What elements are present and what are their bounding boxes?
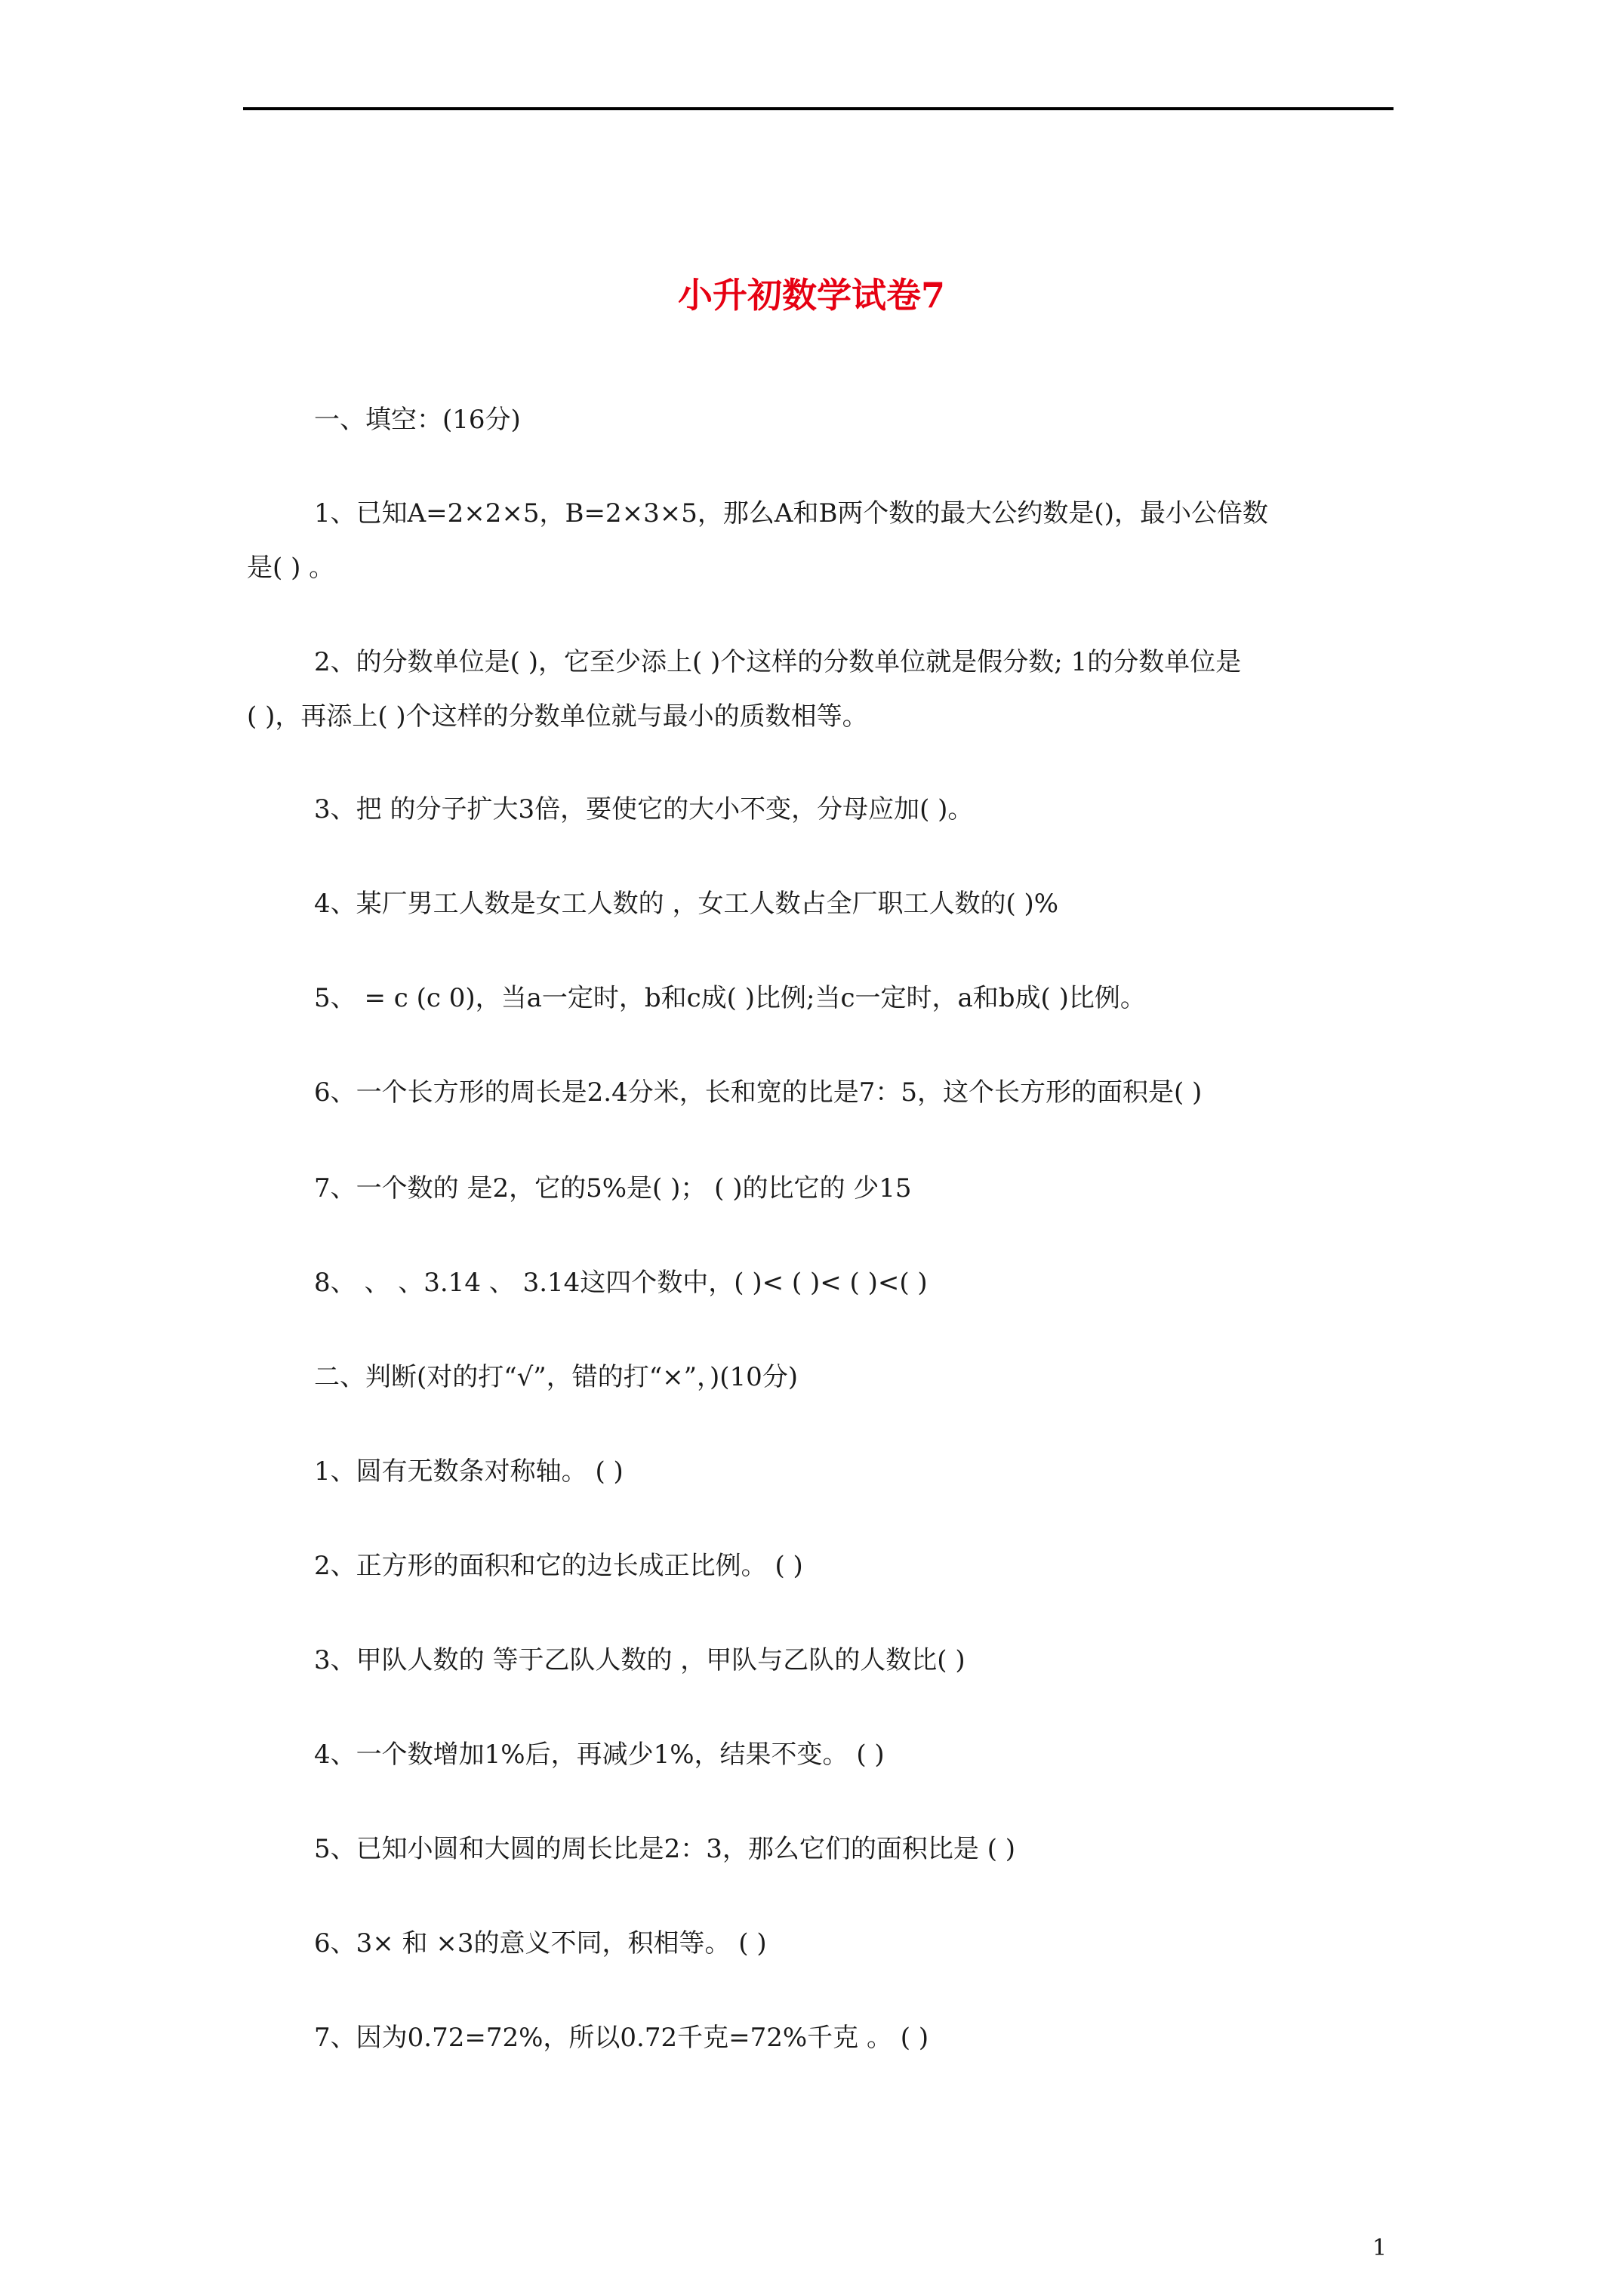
- question-line: 3、把 的分子扩大3倍，要使它的大小不变，分母应加( )。: [314, 794, 974, 824]
- question-line: 8、 、 、3.14 、 3.14这四个数中，( )< ( )< ( )<( ): [314, 1268, 928, 1298]
- section-heading: 一、填空：(16分): [314, 405, 521, 435]
- question-line: 6、3× 和 ×3的意义不同，积相等。 ( ): [314, 1928, 767, 1959]
- question-line: 7、因为0.72=72%，所以0.72千克=72%千克 。 ( ): [314, 2023, 929, 2053]
- question-line: 是( ) 。: [247, 553, 335, 583]
- question-line: 5、已知小圆和大圆的周长比是2：3，那么它们的面积比是 ( ): [314, 1834, 1016, 1864]
- question-line: 4、某厂男工人数是女工人数的 ，女工人数占全厂职工人数的( )%: [314, 889, 1059, 919]
- question-line: 2、正方形的面积和它的边长成正比例。 ( ): [314, 1551, 803, 1581]
- question-line: 5、 = c (c 0)，当a一定时，b和c成( )比例;当c一定时，a和b成( )比例。: [314, 983, 1146, 1013]
- question-line: 3、甲队人数的 等于乙队人数的 ，甲队与乙队的人数比( ): [314, 1645, 965, 1675]
- question-line: 6、一个长方形的周长是2.4分米，长和宽的比是7：5，这个长方形的面积是( ): [314, 1077, 1203, 1108]
- page-number: 1: [1372, 2235, 1387, 2261]
- question-line: 4、一个数增加1%后，再减少1%，结果不变。 ( ): [314, 1740, 885, 1770]
- question-line: 1、已知A=2×2×5，B=2×3×5，那么A和B两个数的最大公约数是()，最小公倍数: [314, 498, 1268, 529]
- question-line: 1、圆有无数条对称轴。 ( ): [314, 1456, 624, 1487]
- question-line: 2、的分数单位是( )，它至少添上( )个这样的分数单位就是假分数; 1的分数单位是: [314, 647, 1242, 677]
- question-line: ( )，再添上( )个这样的分数单位就与最小的质数相等。: [247, 701, 868, 732]
- page-title: 小升初数学试卷7: [677, 275, 945, 316]
- header-rule: [243, 107, 1394, 110]
- section-heading: 二、判断(对的打“√”，错的打“×”，)(10分): [314, 1362, 799, 1392]
- question-line: 7、一个数的 是2，它的5%是( )； ( )的比它的 少15: [314, 1173, 912, 1203]
